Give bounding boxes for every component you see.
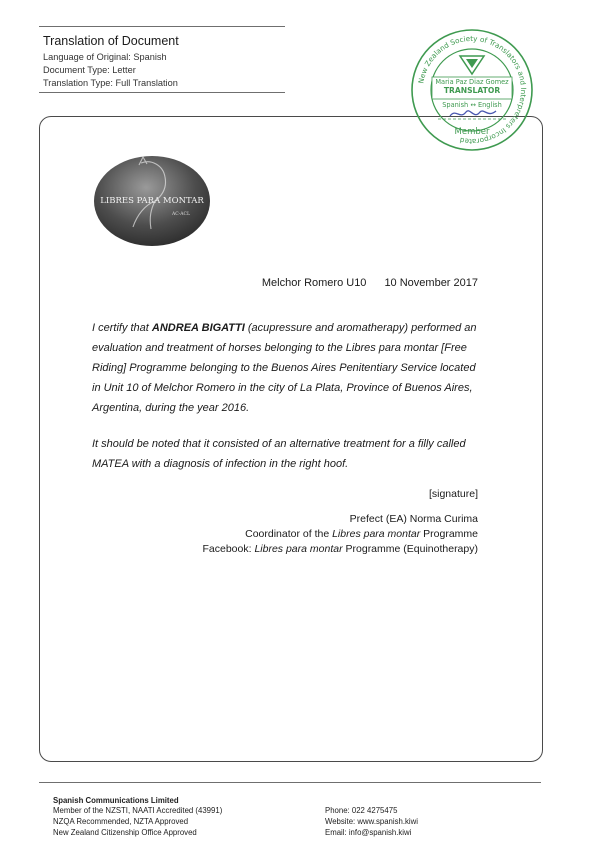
- stamp-emblem-icon: [460, 56, 484, 74]
- stamp-translator-name: Maria Paz Diaz Gomez: [435, 78, 509, 86]
- certified-person-name: ANDREA BIGATTI: [151, 322, 245, 334]
- footer-website: Website: www.spanish.kiwi: [325, 817, 419, 826]
- document-title: Translation of Document: [43, 34, 179, 48]
- footer-accreditation: Member of the NZSTI, NAATI Accredited (43991): [53, 806, 223, 815]
- translator-stamp: [410, 28, 534, 152]
- libres-para-montar-logo: [93, 155, 211, 247]
- signatory-facebook: Facebook: Libres para montar Programme (Equinotherapy): [202, 543, 478, 555]
- letter-date: 10 November 2017: [384, 277, 478, 289]
- signatory-role: Coordinator of the Libres para montar Programme: [245, 528, 478, 540]
- header-doctype-line: Document Type: Letter: [43, 65, 136, 75]
- footer-email: Email: info@spanish.kiwi: [325, 828, 412, 837]
- footer-company: Spanish Communications Limited: [53, 796, 179, 805]
- stamp-member-label: Member: [454, 127, 490, 137]
- stamp-role: TRANSLATOR: [443, 86, 501, 95]
- footer-phone: Phone: 022 4275475: [325, 806, 398, 815]
- footer-rule: [39, 782, 541, 783]
- header-translation-type-line: Translation Type: Full Translation: [43, 78, 178, 88]
- footer-citizenship: New Zealand Citizenship Office Approved: [53, 828, 197, 837]
- letter-paragraph-1: I certify that ANDREA BIGATTI (acupressure and aromatherapy) performed an evaluation and treatment of horses belonging to the Libres para montar [Free Riding] Programme belonging to the Buenos Aires Penitentiary Service located in Unit 10 of Melchor Romero in the city of La Plata, Province of Buenos Aires, Argentina, during the year 2016.: [92, 322, 477, 414]
- letter-dateline: [262, 277, 478, 289]
- logo-text: LIBRES PARA MONTAR: [100, 196, 204, 206]
- header-bottom-rule: [39, 92, 285, 93]
- letter-place: Melchor Romero U10: [261, 277, 367, 289]
- signatory-name: Prefect (EA) Norma Curima: [349, 513, 478, 525]
- header-language-line: Language of Original: Spanish: [43, 52, 167, 62]
- logo-subtext: AC-ACL: [172, 212, 190, 217]
- letter-paragraph-2: It should be noted that it consisted of an alternative treatment for a filly called MATEA with a diagnosis of infection in the right hoof.: [92, 438, 466, 470]
- stamp-language-pair: Spanish ↔ English: [442, 101, 502, 109]
- header-top-rule: [39, 26, 285, 27]
- footer-nzqa: NZQA Recommended, NZTA Approved: [53, 817, 189, 826]
- signature-placeholder: [signature]: [428, 488, 478, 500]
- stamp-ring-text: New Zealand Society of Translators and Interpreters Incorporated: [416, 33, 529, 147]
- stamp-signature-scribble-icon: [438, 111, 506, 119]
